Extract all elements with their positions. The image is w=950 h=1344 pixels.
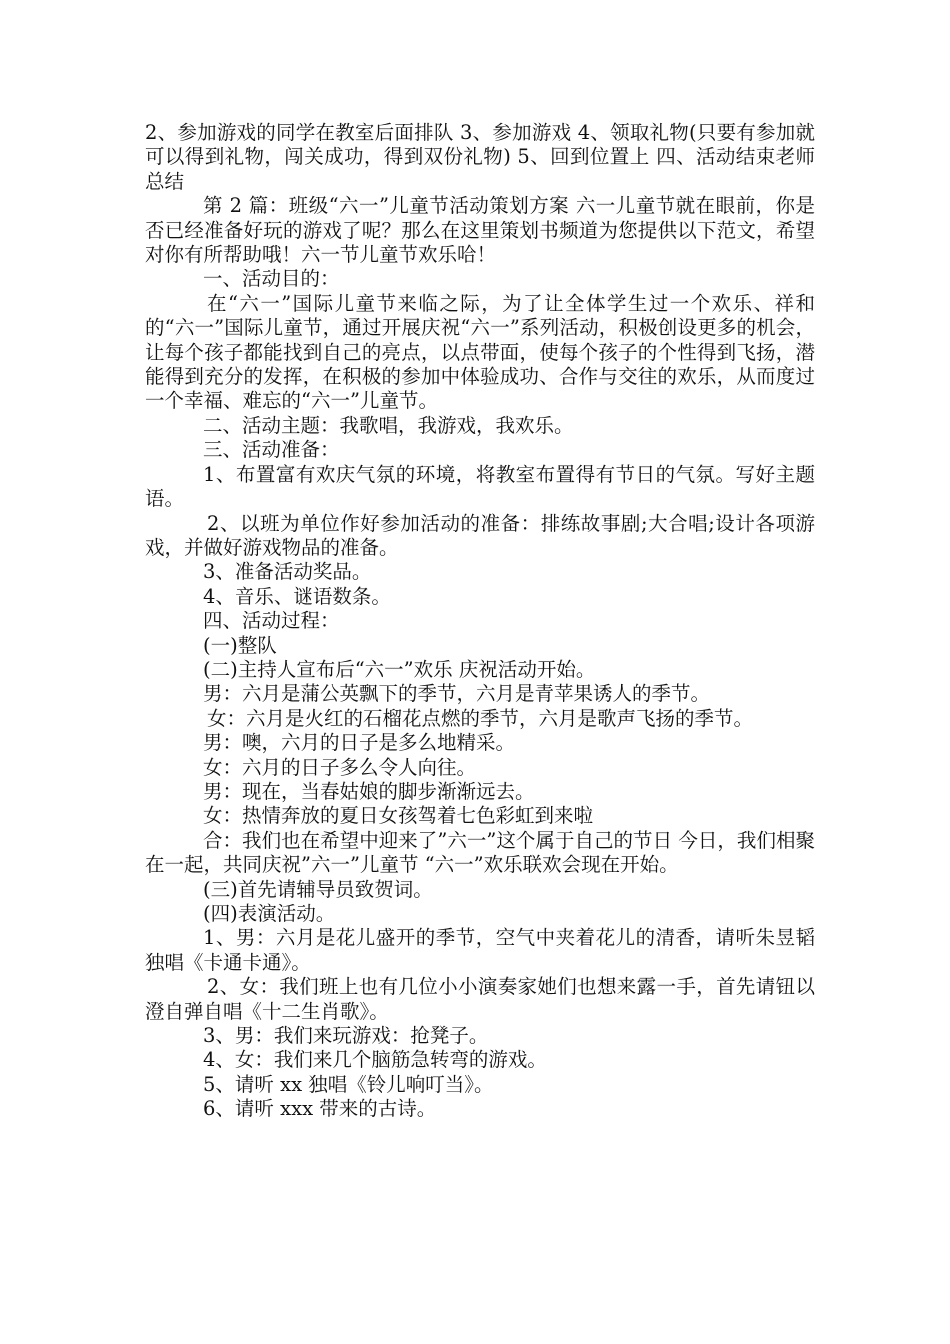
paragraph-1: 2、参加游戏的同学在教室后面排队 3、参加游戏 4、领取礼物(只要有参加就可以得到礼物，闯关成功，得到双份礼物) 5、回到位置上 四、活动结束老师总结 <box>145 121 815 193</box>
paragraph-27: 5、请听 xx 独唱《铃儿响叮当》。 <box>203 1072 494 1096</box>
paragraph-26: 4、女：我们来几个脑筋急转弯的游戏。 <box>203 1048 547 1072</box>
paragraph-16: 男：噢，六月的日子是多么地精采。 <box>203 731 516 755</box>
section-heading-purpose: 一、活动目的： <box>203 267 340 291</box>
paragraph-23: 1、男：六月是花儿盛开的季节，空气中夹着花儿的清香，请听朱昱韬独唱《卡通卡通》。 <box>145 926 815 974</box>
paragraph-17: 女：六月的日子多么令人向往。 <box>203 755 477 779</box>
paragraph-18: 男：现在，当春姑娘的脚步渐渐远去。 <box>203 779 535 803</box>
paragraph-28: 6、请听 xxx 带来的古诗。 <box>203 1097 437 1121</box>
section-heading-process: 四、活动过程： <box>203 609 340 633</box>
section-heading-theme: 二、活动主题：我歌唱，我游戏，我欢乐。 <box>203 413 574 437</box>
paragraph-19: 女：热情奔放的夏日女孩驾着七色彩虹到来啦 <box>203 804 594 828</box>
paragraph-13: (二)主持人宣布后“六一”欢乐 庆祝活动开始。 <box>203 657 596 681</box>
paragraph-20: 合：我们也在希望中迎来了”六一”这个属于自己的节日 今日，我们相聚在一起，共同庆祝”六一”儿童节 “六一”欢乐联欢会现在开始。 <box>145 828 815 877</box>
paragraph-2: 第 2 篇：班级“六一”儿童节活动策划方案 六一儿童节就在眼前，你是否已经准备好玩的游戏了呢？那么在这里策划书频道为您提供以下范文，希望对你有所帮助哦！六一节儿童节欢乐哈！ <box>145 194 815 267</box>
paragraph-24: 2、女：我们班上也有几位小小演奏家她们也想来露一手，首先请钮以澄自弹自唱《十二生肖歌》。 <box>145 975 815 1023</box>
paragraph-12: (一)整队 <box>203 633 277 657</box>
paragraph-14: 男：六月是蒲公英飘下的季节，六月是青苹果诱人的季节。 <box>203 682 711 706</box>
paragraph-7: 1、布置富有欢庆气氛的环境，将教室布置得有节日的气氛。写好主题语。 <box>145 462 815 511</box>
paragraph-21: (三)首先请辅导员致贺词。 <box>203 877 433 901</box>
paragraph-25: 3、男：我们来玩游戏：抢凳子。 <box>203 1024 489 1048</box>
section-heading-preparation: 三、活动准备： <box>203 438 340 462</box>
paragraph-15: 女：六月是火红的石榴花点燃的季节，六月是歌声飞扬的季节。 <box>207 706 754 730</box>
paragraph-9: 3、准备活动奖品。 <box>203 560 372 584</box>
paragraph-10: 4、音乐、谜语数条。 <box>203 584 391 608</box>
paragraph-8: 2、以班为单位作好参加活动的准备：排练故事剧;大合唱;设计各项游戏，并做好游戏物品的准备。 <box>145 511 815 559</box>
document-body <box>145 121 815 1122</box>
paragraph-22: (四)表演活动。 <box>203 902 336 925</box>
paragraph-4: 在“六一”国际儿童节来临之际，为了让全体学生过一个欢乐、祥和的“六一”国际儿童节，通过开展庆祝“六一”系列活动，积极创设更多的机会，让每个孩子都能找到自己的亮点，以点带面，使每个孩子的个性得到飞扬，潜能得到充分的发挥，在积极的参加中体验成功、合作与交往的欢乐，从而度过一个幸福、难忘的“六一”儿童节。 <box>145 291 815 413</box>
